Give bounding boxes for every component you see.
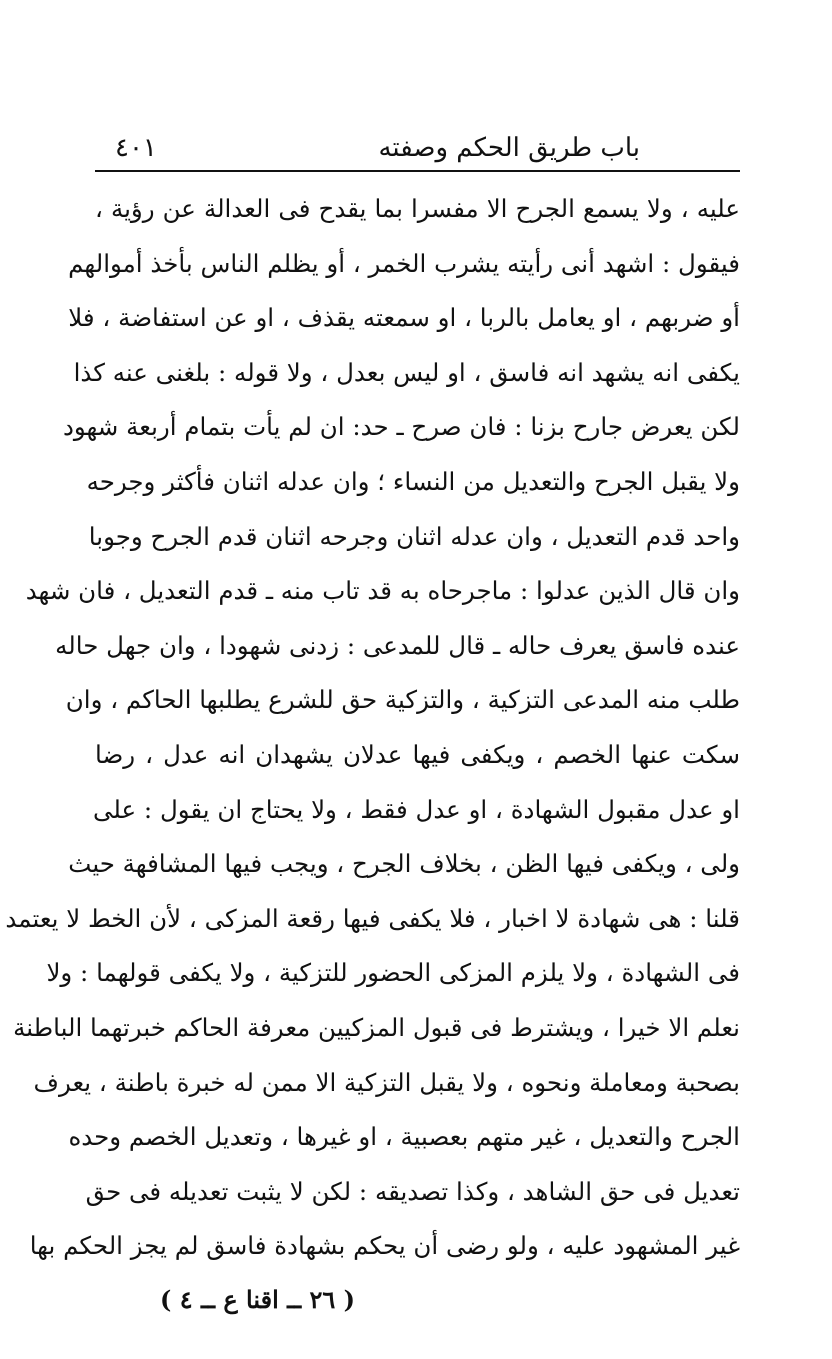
text-line: بصحبة ومعاملة ونحوه ، ولا يقبل التزكية الا ممن له خبرة باطنة ، يعرف (33, 1067, 740, 1097)
signature-mark: ( ٢٦ ــ اقنا ع ــ ٤ ) (160, 1285, 356, 1314)
text-line: طلب منه المدعى التزكية ، والتزكية حق للشرع يطلبها الحاكم ، وان (65, 685, 740, 715)
page-number: ٤٠١ (115, 133, 157, 163)
text-line: ولا يقبل الجرح والتعديل من النساء ؛ وان عدله اثنان فأكثر وجرحه (86, 466, 740, 496)
text-line: فيقول : اشهد أنى رأيته يشرب الخمر ، أو يظلم الناس بأخذ أموالهم (68, 248, 740, 278)
text-line: قلنا : هى شهادة لا اخبار ، فلا يكفى فيها رقعة المزكى ، لأن الخط لا يعتمد (5, 903, 740, 933)
text-line: يكفى انه يشهد انه فاسق ، او ليس بعدل ، ولا قوله : بلغنى عنه كذا (73, 357, 740, 387)
text-line: فى الشهادة ، ولا يلزم المزكى الحضور للتزكية ، ولا يكفى قولهما : ولا (46, 958, 740, 988)
text-line: عنده فاسق يعرف حاله ـ قال للمدعى : زدنى شهودا ، وان جهل حاله (55, 630, 740, 660)
text-line: عليه ، ولا يسمع الجرح الا مفسرا بما يقدح فى العدالة عن رؤية ، (95, 194, 740, 223)
running-title: باب طريق الحكم وصفته (378, 133, 640, 163)
page-header (95, 128, 740, 172)
text-line: نعلم الا خيرا ، ويشترط فى قبول المزكيين معرفة الحاكم خبرتهما الباطنة (13, 1012, 740, 1042)
text-line: تعديل فى حق الشاهد ، وكذا تصديقه : لكن لا يثبت تعديله فى حق (85, 1176, 740, 1206)
text-line: أو ضربهم ، او يعامل بالربا ، او سمعته يقذف ، او عن استفاضة ، فلا (68, 303, 740, 333)
text-line: غير المشهود عليه ، ولو رضى أن يحكم بشهادة فاسق لم يجز الحكم بها (29, 1231, 740, 1261)
text-line: لكن يعرض جارح بزنا : فان صرح ـ حد: ان لم يأت بتمام أربعة شهود (62, 412, 740, 442)
text-line: الجرح والتعديل ، غير متهم بعصبية ، او غيرها ، وتعديل الخصم وحده (68, 1122, 740, 1152)
text-line: او عدل مقبول الشهادة ، او عدل فقط ، ولا يحتاج ان يقول : على (92, 794, 740, 824)
body-text (5, 182, 740, 1274)
text-line: وان قال الذين عدلوا : ماجرحاه به قد تاب منه ـ قدم التعديل ، فان شهد (25, 576, 740, 606)
text-line: سكت عنها الخصم ، ويكفى فيها عدلان يشهدان انه عدل ، رضا (95, 739, 740, 769)
text-line: واحد قدم التعديل ، وان عدله اثنان وجرحه اثنان قدم الجرح وجوبا (88, 521, 740, 551)
text-line: ولى ، ويكفى فيها الظن ، بخلاف الجرح ، ويجب فيها المشافهة حيث (68, 849, 740, 879)
header-rule (95, 170, 740, 172)
